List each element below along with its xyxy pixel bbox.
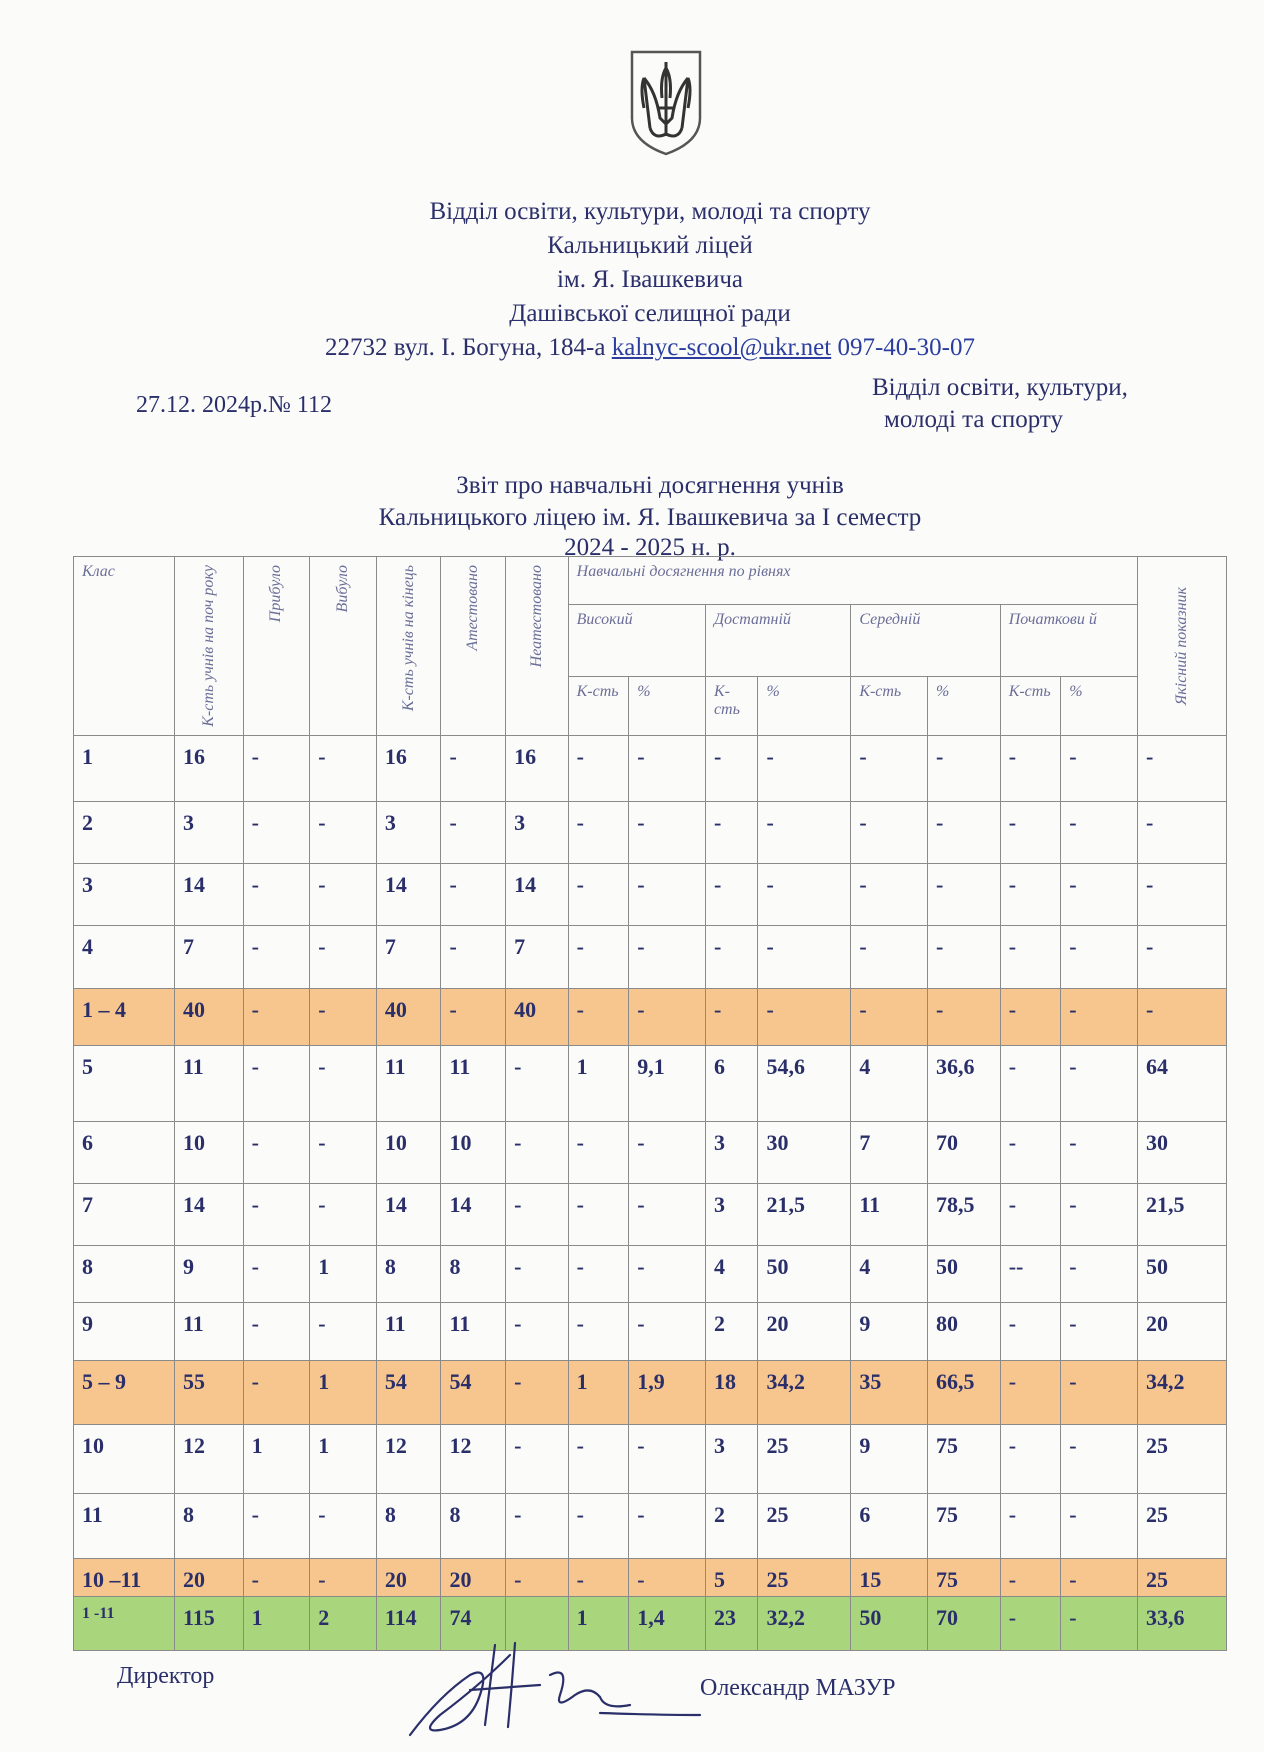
table-cell: - (629, 988, 706, 1046)
table-cell: 12 (441, 1425, 506, 1494)
table-cell: - (506, 1494, 569, 1558)
table-cell: 3 (174, 802, 243, 864)
table-cell: - (243, 1046, 310, 1121)
table-cell: - (568, 1183, 629, 1245)
table-cell: - (441, 988, 506, 1046)
class-cell: 11 (74, 1494, 175, 1558)
table-cell: - (568, 1425, 629, 1494)
table-row (74, 735, 1227, 802)
table-cell: 14 (376, 1183, 441, 1245)
table-cell: 14 (174, 864, 243, 926)
table-cell: 33,6 (1138, 1597, 1227, 1650)
table-cell: - (568, 802, 629, 864)
table-cell: - (1061, 1245, 1138, 1303)
table-cell: - (1000, 1183, 1061, 1245)
table-cell: - (1061, 926, 1138, 988)
header-sufficient-count: К-сть (705, 676, 758, 735)
table-cell: 75 (928, 1425, 1001, 1494)
class-cell: 2 (74, 802, 175, 864)
table-cell: - (568, 735, 629, 802)
table-header (74, 557, 1227, 736)
table-cell: 8 (441, 1245, 506, 1303)
table-cell: 66,5 (928, 1361, 1001, 1425)
director-label: Директор (117, 1663, 215, 1689)
table-cell: - (310, 1303, 377, 1361)
table-cell: - (243, 864, 310, 926)
table-cell: - (310, 1121, 377, 1183)
table-cell: - (758, 864, 851, 926)
table-cell: - (629, 926, 706, 988)
table-cell: -- (1000, 1245, 1061, 1303)
table-cell: - (310, 1046, 377, 1121)
table-cell: - (1000, 1425, 1061, 1494)
table-cell: - (1138, 864, 1227, 926)
table-cell: - (1061, 1558, 1138, 1597)
table-cell: 54 (376, 1361, 441, 1425)
table-cell: 8 (174, 1494, 243, 1558)
table-cell: - (1061, 1425, 1138, 1494)
table-cell: - (243, 1558, 310, 1597)
table-cell: - (243, 1494, 310, 1558)
table-cell: - (1138, 735, 1227, 802)
table-cell: 78,5 (928, 1183, 1001, 1245)
header-address (210, 334, 1090, 362)
table-cell: - (310, 926, 377, 988)
table-cell: - (629, 1558, 706, 1597)
recipient-line-1: Відділ освіти, культури, (872, 374, 1128, 401)
table-cell: 36,6 (928, 1046, 1001, 1121)
table-cell: - (928, 802, 1001, 864)
table-cell: - (1061, 1361, 1138, 1425)
table-cell: - (1000, 1303, 1061, 1361)
table-cell: 4 (851, 1245, 928, 1303)
table-cell: - (851, 926, 928, 988)
table-cell: 16 (376, 735, 441, 802)
table-cell: - (568, 864, 629, 926)
table-cell: 1 (243, 1597, 310, 1650)
class-cell: 8 (74, 1245, 175, 1303)
table-cell: 14 (506, 864, 569, 926)
table-cell: - (705, 735, 758, 802)
table-cell: - (1061, 1121, 1138, 1183)
table-cell: 75 (928, 1494, 1001, 1558)
achievement-table (73, 556, 1227, 1651)
report-title-3: 2024 - 2025 н. р. (564, 534, 736, 561)
table-cell: 7 (506, 926, 569, 988)
table-cell: 6 (851, 1494, 928, 1558)
table-cell: 7 (851, 1121, 928, 1183)
table-cell: - (1061, 1494, 1138, 1558)
table-cell: - (506, 1046, 569, 1121)
table-cell: 54 (441, 1361, 506, 1425)
table-cell: - (506, 1121, 569, 1183)
report-title-2: Кальницького ліцею ім. Я. Івашкевича за І семестр (378, 504, 922, 531)
header-not-attested: Неатестовано (506, 557, 569, 736)
table-row (74, 1245, 1227, 1303)
table-cell: - (1061, 988, 1138, 1046)
header-start-count: К-сть учнів на поч року (174, 557, 243, 736)
table-cell: - (243, 802, 310, 864)
table-cell: 6 (705, 1046, 758, 1121)
header-high-count: К-сть (568, 676, 629, 735)
table-cell: 34,2 (758, 1361, 851, 1425)
table-cell: 115 (174, 1597, 243, 1650)
table-cell: - (243, 1121, 310, 1183)
table-row (74, 802, 1227, 864)
coat-of-arms-icon (626, 48, 706, 158)
table-cell: - (705, 802, 758, 864)
table-cell: 114 (376, 1597, 441, 1650)
table-cell: 35 (851, 1361, 928, 1425)
phone-number: 097-40-30-07 (837, 334, 975, 361)
class-cell: 6 (74, 1121, 175, 1183)
table-cell: - (310, 1183, 377, 1245)
table-cell: - (1000, 1046, 1061, 1121)
table-cell: - (928, 926, 1001, 988)
table-cell: 1 (310, 1425, 377, 1494)
table-cell: - (310, 1558, 377, 1597)
table-cell: 2 (310, 1597, 377, 1650)
table-cell: 3 (705, 1425, 758, 1494)
table-cell: 50 (758, 1245, 851, 1303)
header-initial-count: К-сть (1000, 676, 1061, 735)
table-cell: 12 (376, 1425, 441, 1494)
table-cell: - (629, 1425, 706, 1494)
table-cell: - (629, 735, 706, 802)
table-cell: 32,2 (758, 1597, 851, 1650)
table-cell: 1 (568, 1597, 629, 1650)
header-levels: Навчальні досягнення по рівнях (568, 557, 1137, 605)
table-row (74, 926, 1227, 988)
header-school: Кальницький ліцей (547, 232, 753, 259)
table-cell: 25 (758, 1425, 851, 1494)
table-cell: 16 (506, 735, 569, 802)
table-cell: 30 (758, 1121, 851, 1183)
table-cell: 5 (705, 1558, 758, 1597)
table-cell: - (1061, 864, 1138, 926)
table-cell: 50 (1138, 1245, 1227, 1303)
table-cell: - (851, 735, 928, 802)
table-cell: 25 (758, 1558, 851, 1597)
table-cell: - (1000, 1361, 1061, 1425)
table-cell: - (1061, 1303, 1138, 1361)
table-cell: 11 (174, 1303, 243, 1361)
table-cell: 20 (441, 1558, 506, 1597)
table-cell: 8 (376, 1494, 441, 1558)
table-cell: - (310, 802, 377, 864)
table-row (74, 1303, 1227, 1361)
table-cell: - (629, 1121, 706, 1183)
table-cell: 16 (174, 735, 243, 802)
header-high-percent: % (629, 676, 706, 735)
director-name: Олександр МАЗУР (700, 1675, 896, 1701)
table-cell: 9 (851, 1303, 928, 1361)
table-cell: - (629, 1494, 706, 1558)
header-quality: Якісний показник (1138, 557, 1227, 736)
table-cell: - (1000, 1558, 1061, 1597)
report-title-1: Звіт про навчальні досягнення учнів (456, 472, 844, 499)
table-cell: 3 (376, 802, 441, 864)
table-cell: - (629, 1303, 706, 1361)
table-cell: - (310, 1494, 377, 1558)
table-cell: 20 (174, 1558, 243, 1597)
table-cell: 11 (174, 1046, 243, 1121)
table-cell: 25 (758, 1494, 851, 1558)
table-cell: - (1000, 802, 1061, 864)
table-cell: - (568, 1558, 629, 1597)
table-cell: 80 (928, 1303, 1001, 1361)
table-cell: 20 (376, 1558, 441, 1597)
table-cell: 11 (376, 1046, 441, 1121)
table-cell: - (851, 802, 928, 864)
table-row (74, 988, 1227, 1046)
table-cell: 70 (928, 1121, 1001, 1183)
table-cell: 1 (568, 1361, 629, 1425)
table-cell: 2 (705, 1303, 758, 1361)
table-cell: - (851, 988, 928, 1046)
table-cell: 54,6 (758, 1046, 851, 1121)
table-cell: - (928, 735, 1001, 802)
header-attested: Атестовано (441, 557, 506, 736)
table-cell: - (1000, 926, 1061, 988)
header-end-count: К-сть учнів на кінець (376, 557, 441, 736)
table-cell: - (243, 1361, 310, 1425)
table-cell: 50 (928, 1245, 1001, 1303)
table-cell: - (441, 802, 506, 864)
table-cell: - (1000, 735, 1061, 802)
class-cell: 3 (74, 864, 175, 926)
table-cell: - (506, 1183, 569, 1245)
class-cell: 9 (74, 1303, 175, 1361)
table-cell: 70 (928, 1597, 1001, 1650)
table-cell: - (568, 1121, 629, 1183)
table-cell: 1,4 (629, 1597, 706, 1650)
table-cell: 21,5 (758, 1183, 851, 1245)
table-row (74, 1046, 1227, 1121)
header-average-percent: % (928, 676, 1001, 735)
table-cell: - (441, 864, 506, 926)
header-sufficient: Достатній (705, 605, 850, 676)
table-cell: - (310, 988, 377, 1046)
class-cell: 1 -11 (74, 1597, 175, 1650)
recipient-line-2: молоді та спорту (884, 406, 1063, 433)
class-cell: 5 (74, 1046, 175, 1121)
table-cell: - (568, 926, 629, 988)
class-cell: 4 (74, 926, 175, 988)
table-cell: - (629, 1245, 706, 1303)
header-sufficient-percent: % (758, 676, 851, 735)
table-cell: 75 (928, 1558, 1001, 1597)
table-cell: - (506, 1245, 569, 1303)
table-cell: - (243, 926, 310, 988)
header-council: Дашівської селищної ради (509, 300, 791, 327)
class-cell: 7 (74, 1183, 175, 1245)
table-cell: 2 (705, 1494, 758, 1558)
table-cell: - (758, 926, 851, 988)
table-cell: 1,9 (629, 1361, 706, 1425)
table-cell: - (1138, 988, 1227, 1046)
table-cell: - (310, 864, 377, 926)
table-cell: 34,2 (1138, 1361, 1227, 1425)
table-cell: - (629, 1183, 706, 1245)
table-row (74, 1558, 1227, 1597)
table-cell: 15 (851, 1558, 928, 1597)
table-cell: 14 (376, 864, 441, 926)
table-row (74, 1494, 1227, 1558)
table-cell: 10 (174, 1121, 243, 1183)
class-cell: 10 (74, 1425, 175, 1494)
table-cell: 40 (506, 988, 569, 1046)
table-cell: - (568, 1245, 629, 1303)
table-cell: 25 (1138, 1425, 1227, 1494)
table-cell: - (851, 864, 928, 926)
header-initial: Початкови й (1000, 605, 1137, 676)
table-cell: - (1000, 1121, 1061, 1183)
table-cell: - (1000, 864, 1061, 926)
table-cell: 11 (441, 1046, 506, 1121)
table-cell: 1 (568, 1046, 629, 1121)
address-text: 22732 вул. І. Богуна, 184-а (325, 334, 606, 361)
table-cell: - (1000, 1494, 1061, 1558)
table-cell: - (1061, 1183, 1138, 1245)
header-initial-percent: % (1061, 676, 1138, 735)
table-cell: - (506, 1558, 569, 1597)
table-cell: 64 (1138, 1046, 1227, 1121)
table-cell: 3 (705, 1183, 758, 1245)
table-cell: - (1061, 1046, 1138, 1121)
table-cell: 8 (441, 1494, 506, 1558)
table-cell: - (1061, 802, 1138, 864)
table-cell: 1 (310, 1361, 377, 1425)
table-cell: 21,5 (1138, 1183, 1227, 1245)
table-row (74, 864, 1227, 926)
document-number: 27.12. 2024р.№ 112 (136, 392, 333, 418)
table-cell: 14 (174, 1183, 243, 1245)
table-cell: 10 (376, 1121, 441, 1183)
table-cell: 11 (441, 1303, 506, 1361)
table-cell: 4 (851, 1046, 928, 1121)
table-cell: 30 (1138, 1121, 1227, 1183)
table-cell: - (629, 802, 706, 864)
table-row (74, 1183, 1227, 1245)
table-cell: - (243, 735, 310, 802)
header-high: Високий (568, 605, 705, 676)
table-cell: - (243, 1303, 310, 1361)
table-cell: - (506, 1303, 569, 1361)
table-row (74, 1425, 1227, 1494)
table-cell: 20 (758, 1303, 851, 1361)
table-cell: 23 (705, 1597, 758, 1650)
table-cell: 7 (376, 926, 441, 988)
class-cell: 1 – 4 (74, 988, 175, 1046)
table-cell: 1 (243, 1425, 310, 1494)
table-row (74, 1361, 1227, 1425)
header-class: Клас (74, 557, 175, 736)
table-cell: - (441, 926, 506, 988)
table-cell: - (758, 988, 851, 1046)
table-cell: 7 (174, 926, 243, 988)
table-cell: - (568, 1494, 629, 1558)
table-cell: - (1061, 735, 1138, 802)
header-department: Відділ освіти, культури, молоді та спорту (429, 198, 871, 225)
table-cell: - (441, 735, 506, 802)
table-cell: 25 (1138, 1494, 1227, 1558)
table-cell: 20 (1138, 1303, 1227, 1361)
table-cell: - (758, 802, 851, 864)
table-cell: 40 (376, 988, 441, 1046)
table-cell: - (310, 735, 377, 802)
class-cell: 5 – 9 (74, 1361, 175, 1425)
table-cell: - (1000, 1597, 1061, 1650)
table-cell: 55 (174, 1361, 243, 1425)
table-body (74, 735, 1227, 1650)
table-cell: 74 (441, 1597, 506, 1650)
header-left: Вибуло (310, 557, 377, 736)
table-cell: - (1138, 802, 1227, 864)
table-cell: - (1000, 988, 1061, 1046)
table-cell: 12 (174, 1425, 243, 1494)
table-cell: 3 (506, 802, 569, 864)
table-cell: - (568, 988, 629, 1046)
table-cell: 1 (310, 1245, 377, 1303)
table-cell: 50 (851, 1597, 928, 1650)
table-cell: 25 (1138, 1558, 1227, 1597)
table-cell: - (1138, 926, 1227, 988)
table-cell: 40 (174, 988, 243, 1046)
table-cell: - (928, 864, 1001, 926)
table-cell: 9,1 (629, 1046, 706, 1121)
header-average: Середній (851, 605, 1000, 676)
class-cell: 1 (74, 735, 175, 802)
table-cell: - (705, 926, 758, 988)
header-school-name: ім. Я. Івашкевича (556, 266, 744, 293)
header-average-count: К-сть (851, 676, 928, 735)
table-cell: 4 (705, 1245, 758, 1303)
table-cell: - (243, 1245, 310, 1303)
table-cell: - (506, 1425, 569, 1494)
table-row (74, 1121, 1227, 1183)
table-cell: 8 (376, 1245, 441, 1303)
table-cell: - (1061, 1597, 1138, 1650)
table-cell: 9 (851, 1425, 928, 1494)
table-cell: 3 (705, 1121, 758, 1183)
header-arrived: Прибуло (243, 557, 310, 736)
email-link[interactable]: kalnyc-scool@ukr.net (611, 334, 832, 361)
table-cell: 10 (441, 1121, 506, 1183)
table-cell: 18 (705, 1361, 758, 1425)
class-cell: 10 –11 (74, 1558, 175, 1597)
table-cell: - (506, 1361, 569, 1425)
table-cell: - (758, 735, 851, 802)
table-cell: 11 (376, 1303, 441, 1361)
table-cell: 11 (851, 1183, 928, 1245)
table-cell: - (629, 864, 706, 926)
table-cell: - (705, 988, 758, 1046)
table-cell: - (568, 1303, 629, 1361)
table-cell: 9 (174, 1245, 243, 1303)
table-cell: - (243, 1183, 310, 1245)
table-cell: 14 (441, 1183, 506, 1245)
table-cell: - (928, 988, 1001, 1046)
table-cell: - (243, 988, 310, 1046)
table-cell: - (705, 864, 758, 926)
